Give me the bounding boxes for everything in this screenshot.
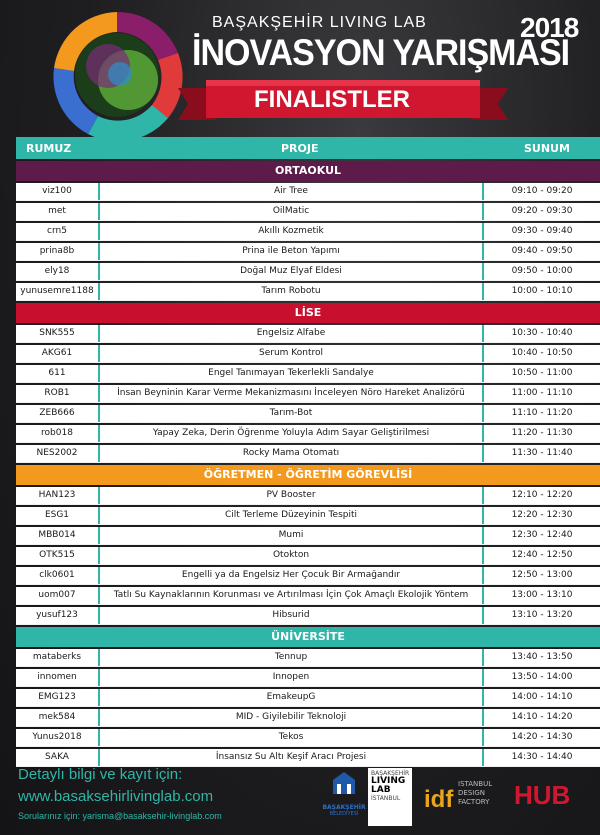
cell-proje: Rocky Mama Otomatı <box>100 445 484 462</box>
cell-rumuz: 611 <box>16 365 100 382</box>
contact-email[interactable]: Sorularınız için: yarisma@basaksehir-livinglab.com <box>18 811 222 821</box>
cell-proje: Serum Kontrol <box>100 345 484 362</box>
table-row <box>16 203 600 221</box>
cell-proje: Air Tree <box>100 183 484 200</box>
cell-sunum: 11:10 - 11:20 <box>511 408 573 418</box>
cell-rumuz: ESG1 <box>16 507 100 524</box>
cell-proje: Engelli ya da Engelsiz Her Çocuk Bir Armağandır <box>100 567 484 584</box>
section-header: LİSE <box>16 303 600 323</box>
lab-name: BAŞAKŞEHİR LIVING LAB <box>212 14 427 31</box>
table-row <box>16 729 600 747</box>
table-row <box>16 263 600 281</box>
table-row <box>16 507 600 525</box>
schedule-table <box>16 137 600 767</box>
cell-proje: EmakeupG <box>100 689 484 706</box>
cell-rumuz: ROB1 <box>16 385 100 402</box>
column-header-sunum: SUNUM <box>524 142 570 155</box>
cell-sunum: 10:40 - 10:50 <box>511 348 573 358</box>
table-row <box>16 445 600 463</box>
idf-mark: idf <box>424 786 454 813</box>
column-header-rumuz: RUMUZ <box>26 142 72 155</box>
cell-sunum: 09:50 - 10:00 <box>511 266 573 276</box>
cell-proje: Mumi <box>100 527 484 544</box>
section-header: ÖĞRETMEN - ÖĞRETİM GÖREVLİSİ <box>16 465 600 485</box>
table-row <box>16 183 600 201</box>
cell-proje: İnsan Beyninin Karar Verme Mekanizmasını İnceleyen Nöro Hareket Analizörü <box>100 385 484 402</box>
info-title: Detaylı bilgi ve kayıt için: <box>18 766 183 783</box>
cell-sunum: 13:40 - 13:50 <box>511 652 573 662</box>
table-row <box>16 669 600 687</box>
section-header: ORTAOKUL <box>16 161 600 181</box>
section-header: ÜNİVERSİTE <box>16 627 600 647</box>
cell-sunum: 11:20 - 11:30 <box>511 428 573 438</box>
table-row <box>16 385 600 403</box>
cell-proje: Otokton <box>100 547 484 564</box>
cell-sunum: 10:30 - 10:40 <box>511 328 573 338</box>
istanbul-design-factory-logo: idf ISTANBUL DESIGN FACTORY <box>424 780 493 813</box>
cell-proje: Tarım-Bot <box>100 405 484 422</box>
column-header-proje: PROJE <box>281 142 319 155</box>
cell-sunum: 13:10 - 13:20 <box>511 610 573 620</box>
table-row <box>16 405 600 423</box>
cell-proje: Engelsiz Alfabe <box>100 325 484 342</box>
table-row <box>16 223 600 241</box>
cell-rumuz: uom007 <box>16 587 100 604</box>
cell-sunum: 14:20 - 14:30 <box>511 732 573 742</box>
cell-sunum: 11:00 - 11:10 <box>511 388 573 398</box>
cell-proje: Innopen <box>100 669 484 686</box>
table-row <box>16 487 600 505</box>
cell-proje: Hibsurid <box>100 607 484 624</box>
cell-proje: MID - Giyilebilir Teknoloji <box>100 709 484 726</box>
cell-rumuz: MBB014 <box>16 527 100 544</box>
table-row <box>16 325 600 343</box>
living-lab-logo <box>48 8 186 146</box>
cell-sunum: 14:00 - 14:10 <box>511 692 573 702</box>
cell-rumuz: EMG123 <box>16 689 100 706</box>
cell-proje: Tekos <box>100 729 484 746</box>
cell-sunum: 10:00 - 10:10 <box>511 286 573 296</box>
cell-sunum: 13:50 - 14:00 <box>511 672 573 682</box>
cell-sunum: 11:30 - 11:40 <box>511 448 573 458</box>
table-sections <box>16 161 600 767</box>
table-row <box>16 649 600 667</box>
cell-proje: Doğal Muz Elyaf Eldesi <box>100 263 484 280</box>
table-row <box>16 607 600 625</box>
cell-sunum: 09:30 - 09:40 <box>511 226 573 236</box>
cell-rumuz: mek584 <box>16 709 100 726</box>
contest-title: İNOVASYON YARIŞMASI <box>192 32 570 74</box>
cell-proje: Yapay Zeka, Derin Öğrenme Yoluyla Adım Sayar Geliştirilmesi <box>100 425 484 442</box>
cell-rumuz: OTK515 <box>16 547 100 564</box>
cell-sunum: 12:30 - 12:40 <box>511 530 573 540</box>
cell-proje: PV Booster <box>100 487 484 504</box>
cell-sunum: 10:50 - 11:00 <box>511 368 573 378</box>
cell-proje: Tarım Robotu <box>100 283 484 300</box>
cell-rumuz: prina8b <box>16 243 100 260</box>
cell-proje: Prina ile Beton Yapımı <box>100 243 484 260</box>
cell-proje: Akıllı Kozmetik <box>100 223 484 240</box>
cell-rumuz: crn5 <box>16 223 100 240</box>
year-label: 2018 <box>520 12 579 43</box>
cell-proje: Tennup <box>100 649 484 666</box>
cell-sunum: 13:00 - 13:10 <box>511 590 573 600</box>
table-row <box>16 425 600 443</box>
cell-rumuz: yusuf123 <box>16 607 100 624</box>
cell-proje: İnsansız Su Altı Keşif Aracı Projesi <box>100 749 484 766</box>
cell-proje: OilMatic <box>100 203 484 220</box>
municipality-emblem-icon <box>329 770 359 800</box>
cell-proje: Tatlı Su Kaynaklarının Korunması ve Artırılması İçin Çok Amaçlı Ekolojik Yöntem <box>100 587 484 604</box>
cell-rumuz: ely18 <box>16 263 100 280</box>
website-link[interactable]: www.basaksehirlivinglab.com <box>18 788 214 805</box>
cell-rumuz: yunusemre1188 <box>16 283 100 300</box>
cell-rumuz: viz100 <box>16 183 100 200</box>
cell-sunum: 12:20 - 12:30 <box>511 510 573 520</box>
cell-rumuz: innomen <box>16 669 100 686</box>
table-row <box>16 365 600 383</box>
cell-rumuz: Yunus2018 <box>16 729 100 746</box>
table-row <box>16 689 600 707</box>
cell-sunum: 12:10 - 12:20 <box>511 490 573 500</box>
table-row <box>16 709 600 727</box>
table-row <box>16 345 600 363</box>
cell-rumuz: met <box>16 203 100 220</box>
municipality-logo <box>318 770 370 826</box>
cell-sunum: 09:20 - 09:30 <box>511 206 573 216</box>
cell-sunum: 09:10 - 09:20 <box>511 186 573 196</box>
table-row <box>16 567 600 585</box>
cell-proje: Engel Tanımayan Tekerlekli Sandalye <box>100 365 484 382</box>
cell-sunum: 09:40 - 09:50 <box>511 246 573 256</box>
living-lab-istanbul-logo: BAŞAKŞEHİR LIVING LAB İSTANBUL <box>368 768 412 826</box>
cell-rumuz: ZEB666 <box>16 405 100 422</box>
cell-rumuz: clk0601 <box>16 567 100 584</box>
cell-rumuz: HAN123 <box>16 487 100 504</box>
cell-sunum: 12:50 - 13:00 <box>511 570 573 580</box>
table-row <box>16 243 600 261</box>
table-row <box>16 527 600 545</box>
cell-sunum: 14:30 - 14:40 <box>511 752 573 762</box>
cell-rumuz: rob018 <box>16 425 100 442</box>
municipality-name: BAŞAKŞEHİR <box>322 804 366 811</box>
cell-sunum: 12:40 - 12:50 <box>511 550 573 560</box>
cell-rumuz: SAKA <box>16 749 100 766</box>
cell-rumuz: AKG61 <box>16 345 100 362</box>
cell-proje: Cilt Terleme Düzeyinin Tespiti <box>100 507 484 524</box>
hub-logo: HUB <box>514 780 571 810</box>
cell-rumuz: NES2002 <box>16 445 100 462</box>
footer <box>0 762 600 835</box>
table-header <box>16 137 600 159</box>
cell-sunum: 14:10 - 14:20 <box>511 712 573 722</box>
table-row <box>16 283 600 301</box>
municipality-sub: BELEDİYESİ <box>329 811 359 817</box>
table-row <box>16 547 600 565</box>
finalists-title: FINALISTLER <box>254 86 410 113</box>
cell-rumuz: SNK555 <box>16 325 100 342</box>
table-row <box>16 587 600 605</box>
cell-rumuz: mataberks <box>16 649 100 666</box>
